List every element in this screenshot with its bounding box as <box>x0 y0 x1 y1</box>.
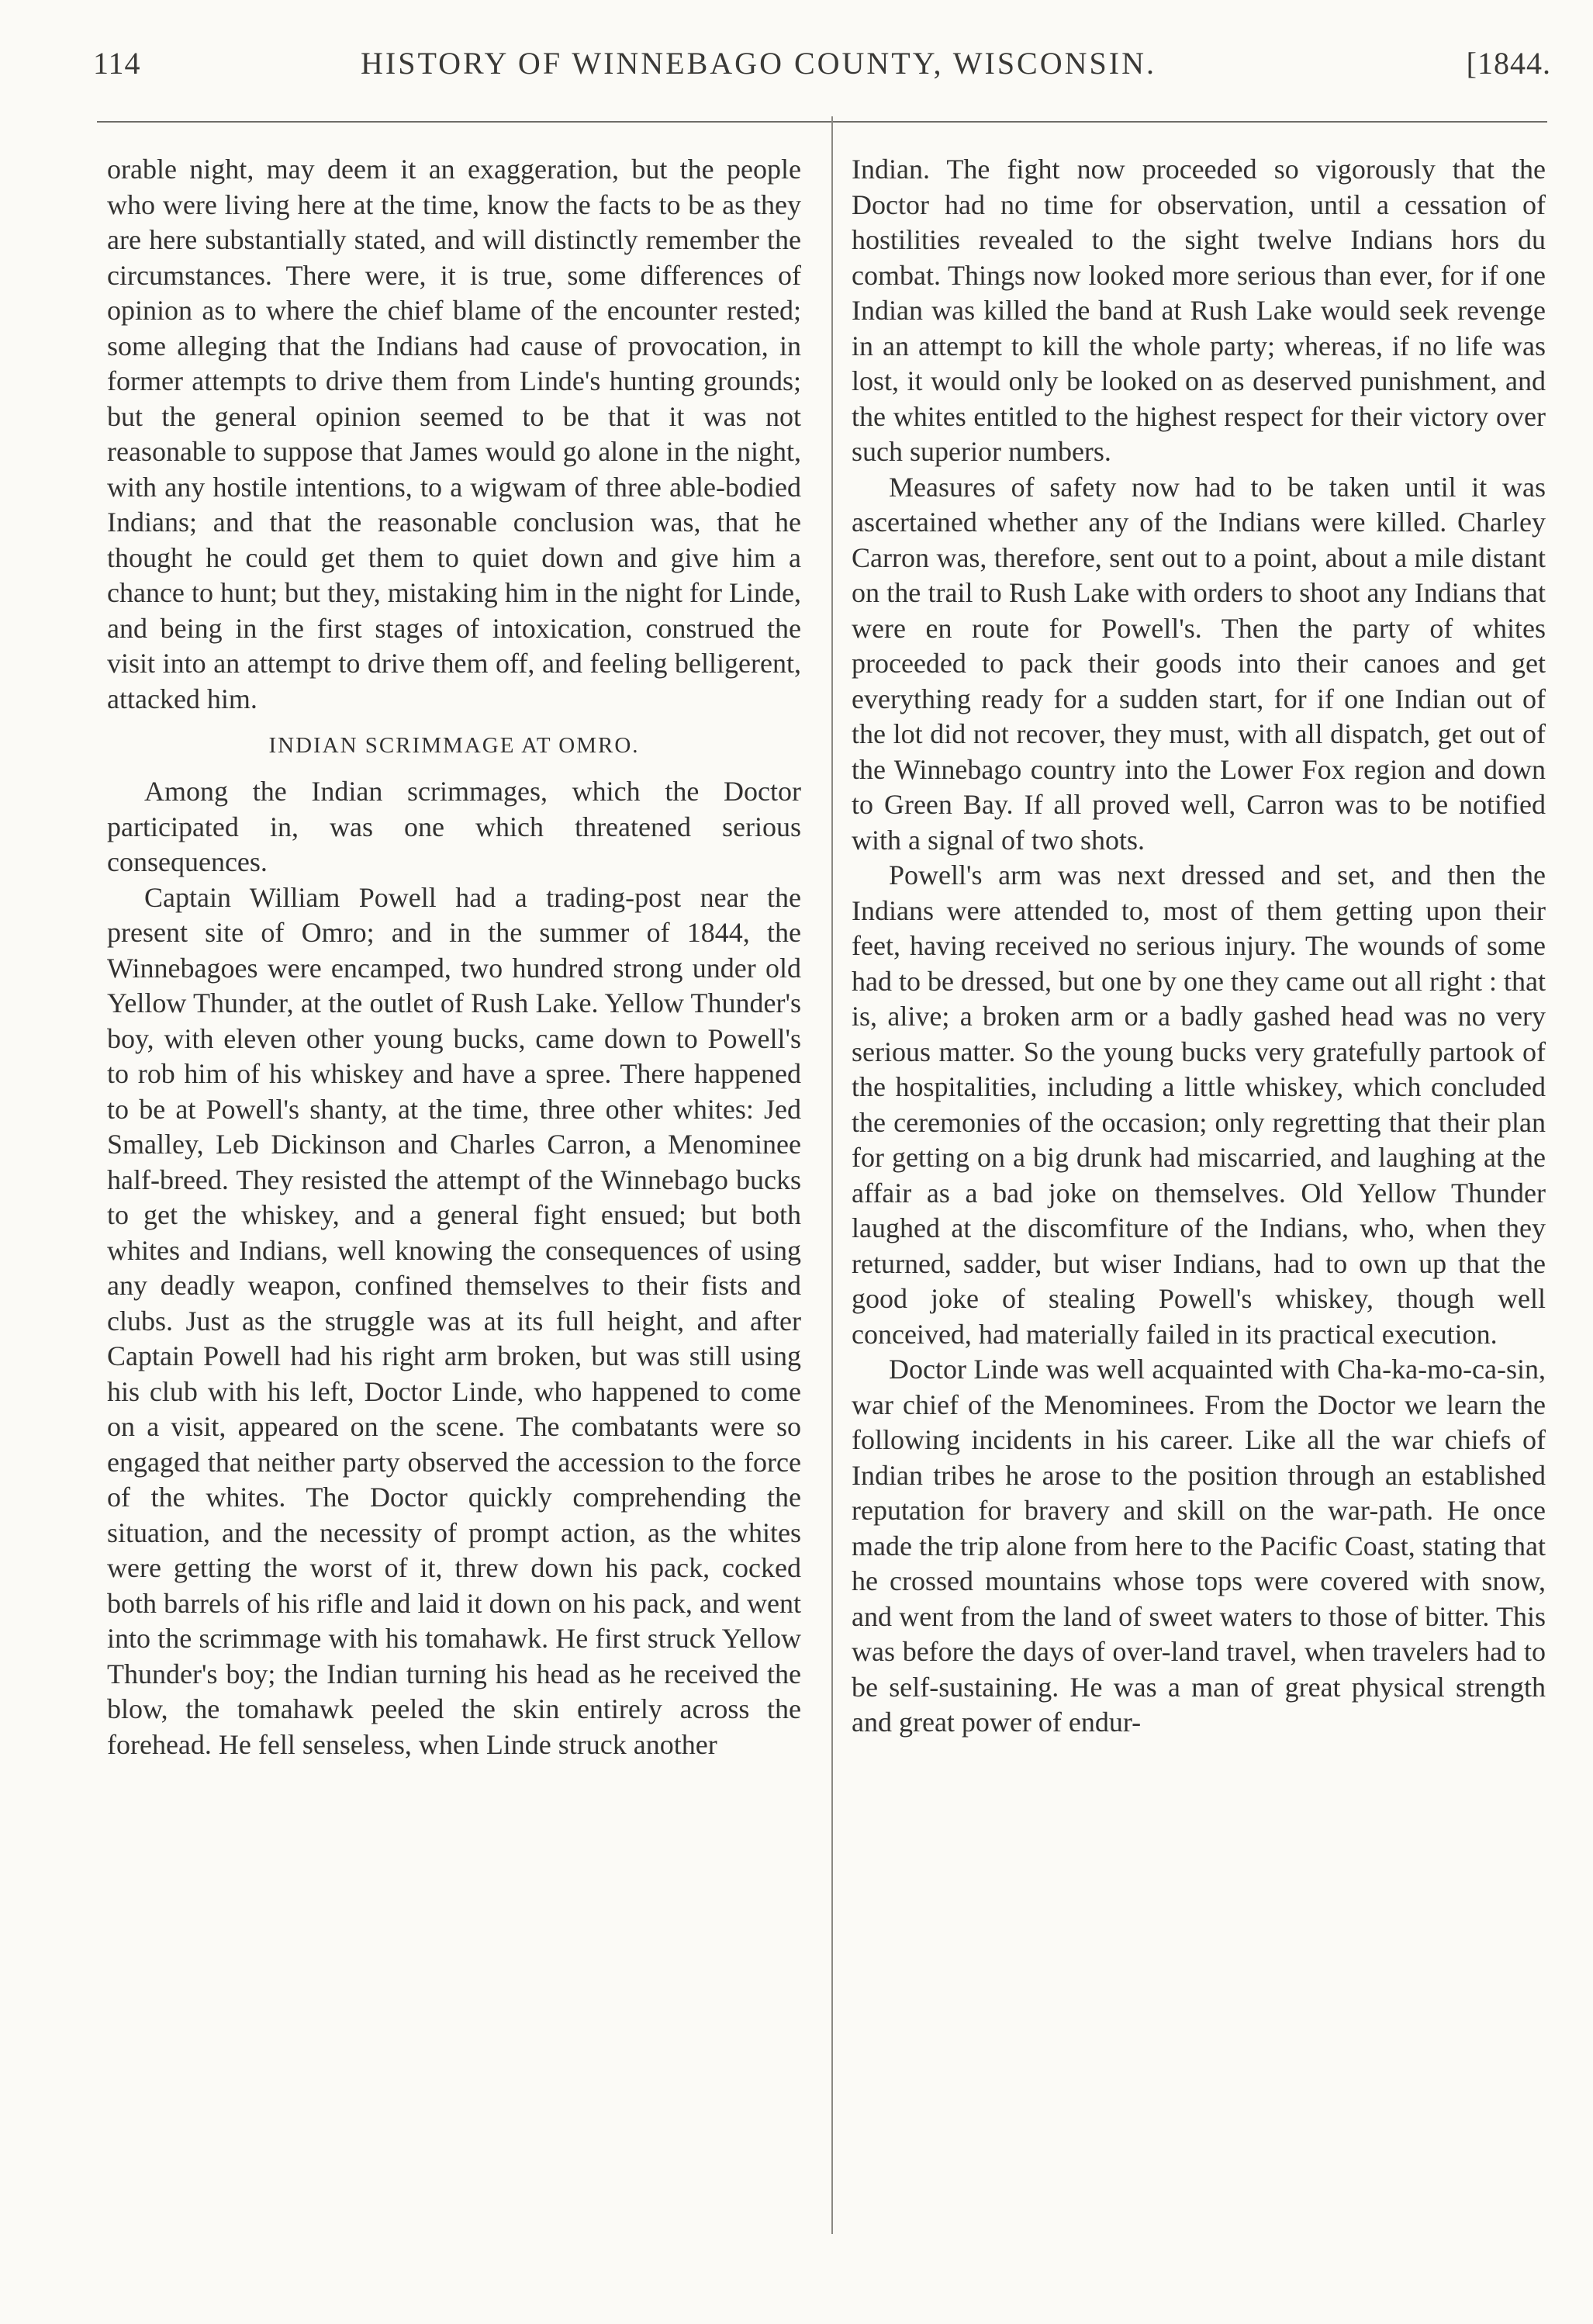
column-divider <box>831 116 833 2234</box>
header-rule <box>97 121 1547 123</box>
paragraph: Measures of safety now had to be taken until it was ascertained whether any of the Indians were killed. Charley Carron was, therefore, sent out to a point, about a mile distant on the trail to Rush Lake with orders to shoot any Indians that were en route for Powell's. Then the party of whites proceeded to pack their goods into their canoes and get everything ready for a sudden start, for if one Indian out of the lot did not recover, they must, with all dispatch, get out of the Winnebago country into the Lower Fox region and down to Green Bay. If all proved well, Carron was to be notified with a signal of two shots. <box>852 471 1546 856</box>
left-column <box>107 152 801 1762</box>
paragraph: Captain William Powell had a trading-post near the present site of Omro; and in the summer of 1844, the Winnebagoes were encamped, two hundred strong under old Yellow Thunder, at the outlet of Rush Lake. Yellow Thunder's boy, with eleven other young bucks, came down to Powell's to rob him of his whiskey and have a spree. There happened to be at Powell's shanty, at the time, three other whites: Jed Smalley, Leb Dickinson and Charles Carron, a Menominee half-breed. They resisted the attempt of the Winnebago bucks to get the whiskey, and a general fight ensued; but both whites and Indians, well knowing the consequences of using any deadly weapon, confined themselves to their fists and clubs. Just as the struggle was at its full height, and after Captain Powell had his right arm broken, but was still using his club with his left, Doctor Linde, who happened to come on a visit, appeared on the scene. The combatants were so engaged that neither party observed the accession to the force of the whites. The Doctor quickly comprehending the situation, and the necessity of prompt action, as the whites were getting the worst of it, threw down his pack, cocked both barrels of his rifle and laid it down on his pack, and went into the scrimmage with his tomahawk. He first struck Yellow Thunder's boy; the Indian turning his head as he received the blow, the tomahawk peeled the skin entirely across the forehead. He fell senseless, when Linde struck another <box>107 881 801 1760</box>
section-heading: INDIAN SCRIMMAGE AT OMRO. <box>268 733 640 758</box>
paragraph: Doctor Linde was well acquainted with Cha-ka-mo-ca-sin, war chief of the Menominees. From the Doctor we learn the following incidents in his career. Like all the war chiefs of Indian tribes he arose to the position through an established reputation for bravery and skill on the war-path. He once made the trip alone from here to the Pacific Coast, stating that he crossed mountains whose tops were covered with snow, and went from the land of sweet waters to those of bitter. This was before the days of over-land travel, when travelers had to be self-sustaining. He was a man of great physical strength and great power of endur- <box>852 1354 1546 1738</box>
running-title: HISTORY OF WINNEBAGO COUNTY, WISCONSIN. <box>361 46 1156 81</box>
paragraph-continued: Indian. The fight now proceeded so vigorously that the Doctor had no time for observation, until a cessation of hostilities revealed to the sight twelve Indians hors du combat. Things now looked more serious than ever, for if one Indian was killed the band at Rush Lake would seek revenge in an attempt to kill the whole party; whereas, if no life was lost, it would only be looked on as deserved punishment, and the whites entitled to the highest respect for their victory over such superior numbers. <box>852 154 1546 467</box>
running-header <box>93 45 1551 92</box>
paragraph: Powell's arm was next dressed and set, and then the Indians were attended to, most of them getting upon their feet, having received no serious injury. The wounds of some had to be dressed, but one by one they came out all right : that is, alive; a broken arm or a badly gashed head was no very serious matter. So the young bucks very gratefully partook of the hospitalities, including a little whiskey, which concluded the ceremonies of the occasion; only regretting that their plan for getting on a big drunk had miscarried, and laughing at the affair as a bad joke on themselves. Old Yellow Thunder laughed at the discomfiture of the Indians, who, when they returned, sadder, but wiser Indians, had to own up that the good joke of stealing Powell's whiskey, though well conceived, had materially failed in its practical execution. <box>852 859 1546 1350</box>
page-number: 114 <box>93 46 141 81</box>
right-column <box>852 152 1546 1741</box>
paragraph: Among the Indian scrimmages, which the Doctor participated in, was one which threatened serious consequences. <box>107 776 801 877</box>
running-year: [1844. <box>1466 46 1551 81</box>
paragraph-continued: orable night, may deem it an exaggeration, but the people who were living here at the time, know the facts to be as they are here substantially stated, and will distinctly remember the circumstances. There were, it is true, some differences of opinion as to where the chief blame of the encounter rested; some alleging that the Indians had cause of provocation, in former attempts to drive them from Linde's hunting grounds; but the general opinion seemed to be that it was not reasonable to suppose that James would go alone in the night, with any hostile intentions, to a wigwam of three able-bodied Indians; and that the reasonable conclusion was, that he thought he could get them to quiet down and give him a chance to hunt; but they, mistaking him in the night for Linde, and being in the first stages of intoxication, construed the visit into an attempt to drive them off, and feeling belligerent, attacked him. <box>107 154 801 714</box>
